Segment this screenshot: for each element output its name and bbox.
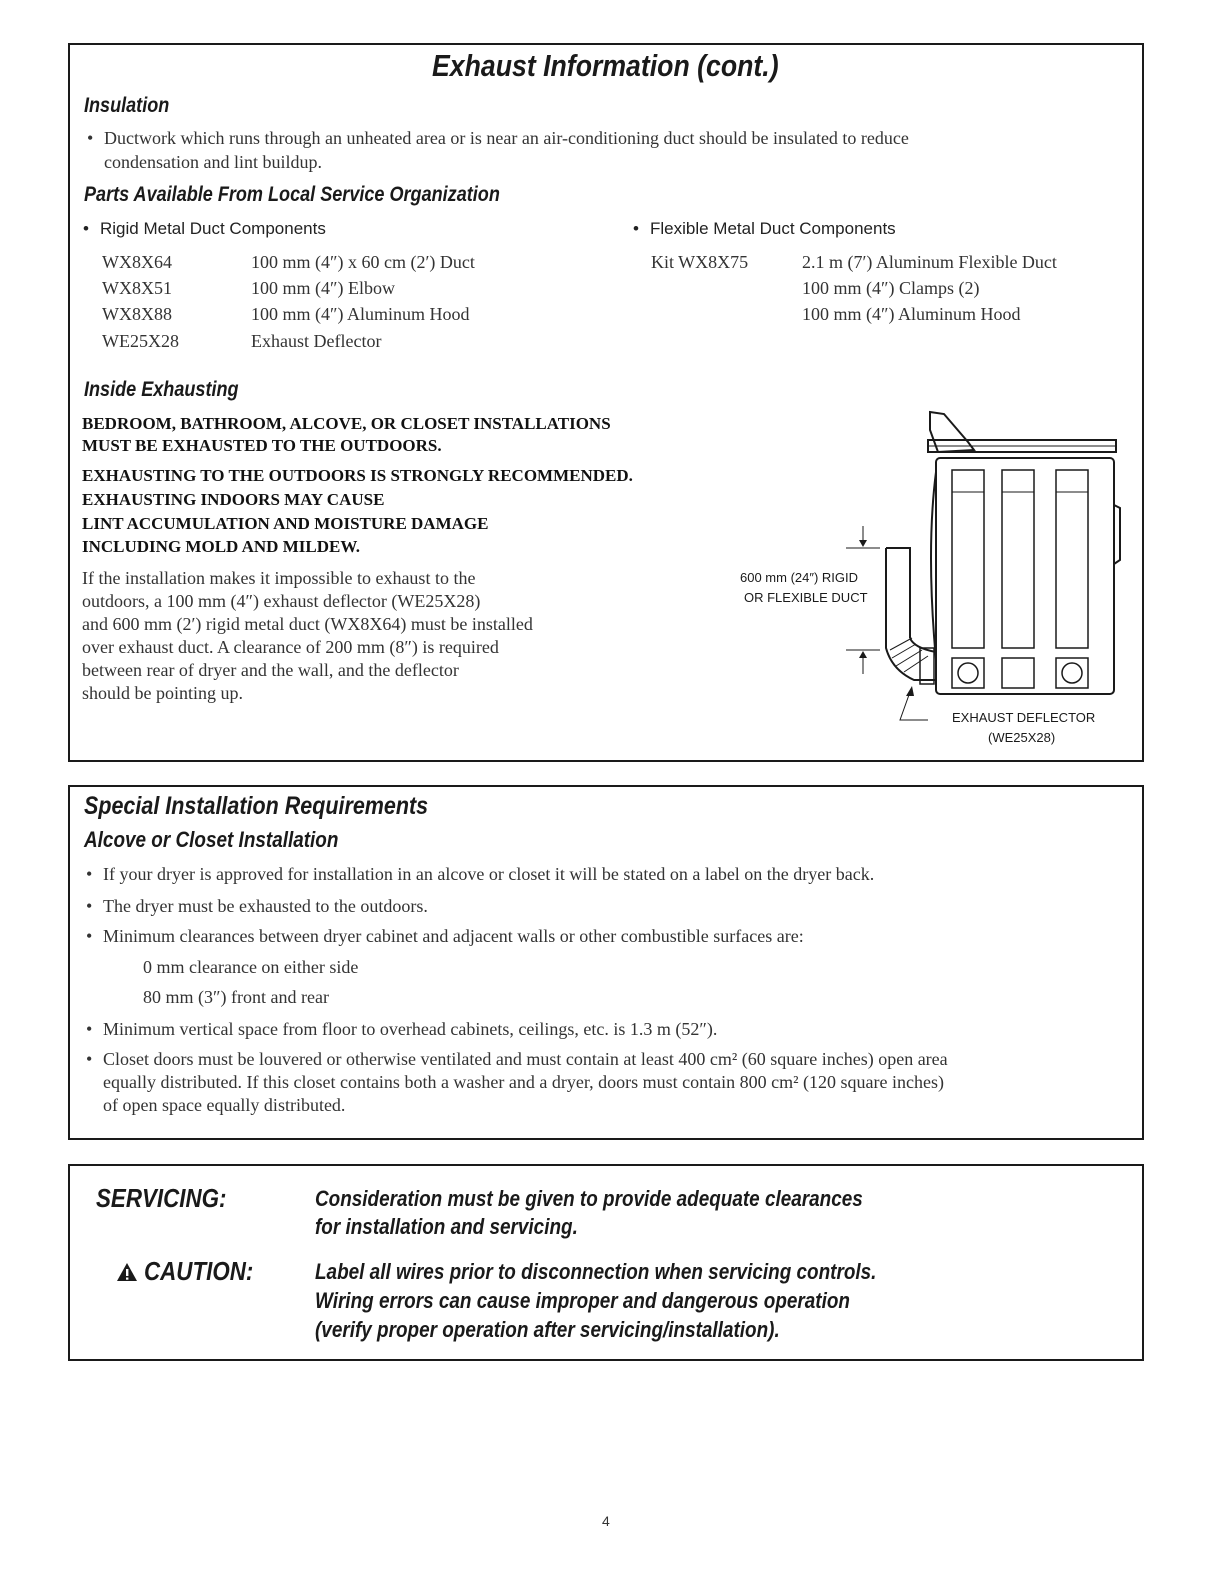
special-bullet-1: • If your dryer is approved for installation in an alcove or closet it will be stated on a label on the dryer back. xyxy=(103,864,874,885)
servicing-text-line1: Consideration must be given to provide adequate clearances xyxy=(315,1186,863,1211)
special-bullet-5-line2: equally distributed. If this closet contains both a washer and a dryer, doors must contain 800 cm² (120 square inches) xyxy=(103,1072,944,1092)
flex-desc-3: 100 mm (4″) Aluminum Hood xyxy=(802,304,1021,324)
dryer-exhaust-diagram xyxy=(730,400,1130,750)
warning-line-2: MUST BE EXHAUSTED TO THE OUTDOORS. xyxy=(82,436,442,455)
special-title: Special Installation Requirements xyxy=(84,792,429,820)
special-bullet-5-line1: • Closet doors must be louvered or otherwise ventilated and must contain at least 400 cm² (60 square inches) open area xyxy=(103,1049,948,1070)
flex-kit-code: Kit WX8X75 xyxy=(651,252,749,272)
special-bullet-4: • Minimum vertical space from floor to overhead cabinets, ceilings, etc. is 1.3 m (52″). xyxy=(103,1019,717,1040)
inside-body-line-4: over exhaust duct. A clearance of 200 mm (8″) is required xyxy=(82,637,499,657)
servicing-label: SERVICING: xyxy=(96,1183,227,1213)
special-bullet-5-line3: of open space equally distributed. xyxy=(103,1095,346,1115)
rigid-desc-3: 100 mm (4″) Aluminum Hood xyxy=(251,304,470,324)
deflector-label-line2: (WE25X28) xyxy=(988,730,1056,745)
warning-line-1: BEDROOM, BATHROOM, ALCOVE, OR CLOSET INSTALLATIONS xyxy=(82,414,611,433)
inside-exhausting-heading: Inside Exhausting xyxy=(84,378,239,401)
warning-line-3: EXHAUSTING TO THE OUTDOORS IS STRONGLY RECOMMENDED. xyxy=(82,466,633,485)
flex-desc-2: 100 mm (4″) Clamps (2) xyxy=(802,278,980,298)
parts-heading: Parts Available From Local Service Organization xyxy=(84,183,500,206)
special-bullet-2: • The dryer must be exhausted to the outdoors. xyxy=(103,896,428,917)
rigid-code-2: WX8X51 xyxy=(102,278,172,298)
warning-line-4: EXHAUSTING INDOORS MAY CAUSE xyxy=(82,490,385,509)
warning-triangle-icon xyxy=(116,1262,138,1282)
rigid-code-1: WX8X64 xyxy=(102,252,172,272)
servicing-text-line2: for installation and servicing. xyxy=(315,1214,578,1239)
caution-text-line2: Wiring errors can cause improper and dangerous operation xyxy=(315,1288,850,1313)
flex-desc-1: 2.1 m (7′) Aluminum Flexible Duct xyxy=(802,252,1057,272)
rigid-code-4: WE25X28 xyxy=(102,331,179,351)
deflector-label-line1: EXHAUST DEFLECTOR xyxy=(952,710,1096,725)
duct-label-line1: 600 mm (24″) RIGID xyxy=(740,570,859,585)
warning-line-6: INCLUDING MOLD AND MILDEW. xyxy=(82,537,361,556)
inside-body-line-5: between rear of dryer and the wall, and the deflector xyxy=(82,660,459,680)
exhaust-duct-icon xyxy=(886,548,910,638)
rigid-desc-4: Exhaust Deflector xyxy=(251,331,382,351)
rigid-duct-heading: • Rigid Metal Duct Components xyxy=(100,219,326,239)
caution-text-line3: (verify proper operation after servicing/installation). xyxy=(315,1317,780,1342)
insulation-text-line2: condensation and lint buildup. xyxy=(104,152,322,172)
duct-label-line2: OR FLEXIBLE DUCT xyxy=(744,590,868,605)
warning-line-5: LINT ACCUMULATION AND MOISTURE DAMAGE xyxy=(82,514,489,533)
flexible-duct-heading: • Flexible Metal Duct Components xyxy=(650,219,896,239)
exhaust-title: Exhaust Information (cont.) xyxy=(432,48,779,83)
caution-text-line1: Label all wires prior to disconnection when servicing controls. xyxy=(315,1259,877,1284)
alcove-heading: Alcove or Closet Installation xyxy=(84,827,339,852)
rigid-desc-2: 100 mm (4″) Elbow xyxy=(251,278,395,298)
special-bullet-3: • Minimum clearances between dryer cabinet and adjacent walls or other combustible surfaces are: xyxy=(103,926,804,947)
caution-label: CAUTION: xyxy=(144,1256,254,1286)
inside-body-line-2: outdoors, a 100 mm (4″) exhaust deflector (WE25X28) xyxy=(82,591,481,611)
inside-body-line-6: should be pointing up. xyxy=(82,683,243,703)
inside-body-line-3: and 600 mm (2′) rigid metal duct (WX8X64) must be installed xyxy=(82,614,533,634)
rigid-code-3: WX8X88 xyxy=(102,304,172,324)
rigid-desc-1: 100 mm (4″) x 60 cm (2′) Duct xyxy=(251,252,475,272)
inside-body-line-1: If the installation makes it impossible to exhaust to the xyxy=(82,568,476,588)
clearance-line-2: 80 mm (3″) front and rear xyxy=(143,987,329,1007)
page-number: 4 xyxy=(602,1513,610,1529)
insulation-text-line1: • Ductwork which runs through an unheated area or is near an air-conditioning duct should be insulated to reduce xyxy=(104,128,909,149)
insulation-heading: Insulation xyxy=(84,94,170,117)
clearance-line-1: 0 mm clearance on either side xyxy=(143,957,359,977)
